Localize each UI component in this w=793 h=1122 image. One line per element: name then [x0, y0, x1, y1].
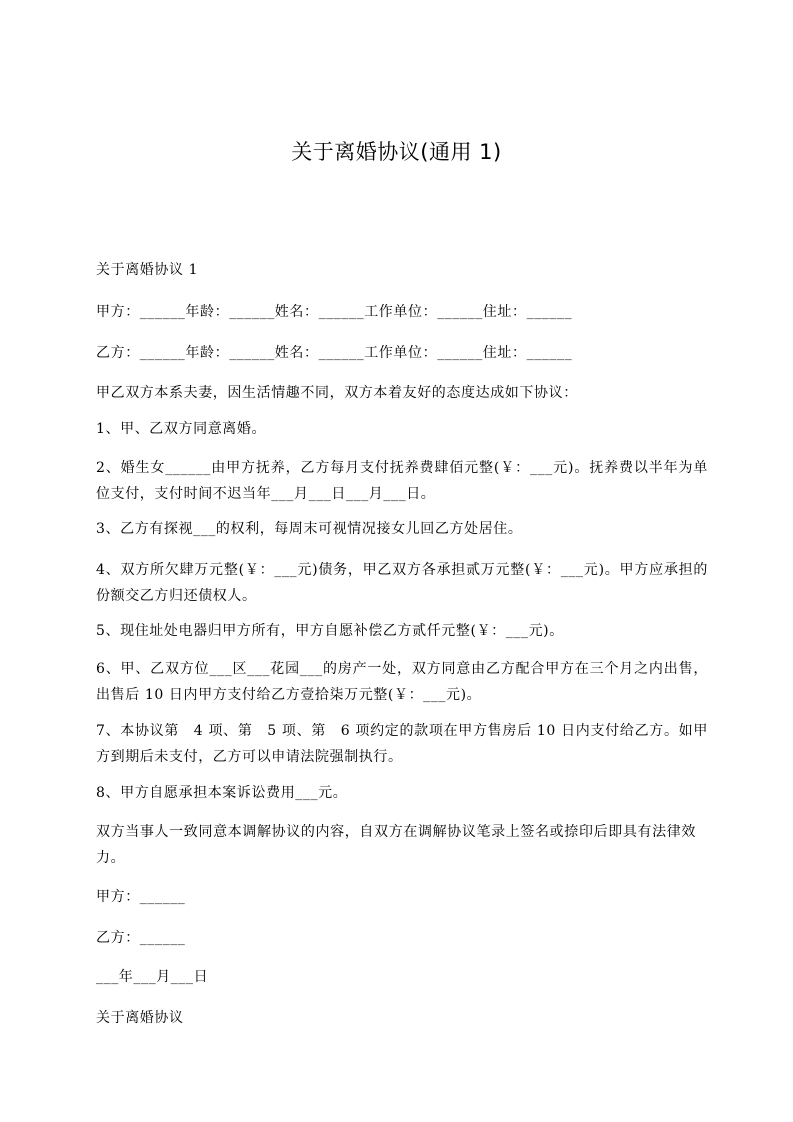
- clause-1: 1、甲、乙双方同意离婚。: [96, 421, 267, 437]
- document-title: 关于离婚协议(通用 1): [291, 140, 502, 164]
- signature-party-a: 甲方：______: [96, 889, 186, 905]
- clause-5: 5、现住址处电器归甲方所有，甲方自愿补偿乙方贰仟元整(￥：___元)。: [96, 623, 564, 639]
- effect-statement: 双方当事人一致同意本调解协议的内容，自双方在调解协议笔录上签名或捺印后即具有法律效力。: [96, 824, 696, 866]
- next-section-heading: 关于离婚协议: [96, 1010, 184, 1026]
- intro-paragraph: 甲乙双方本系夫妻，因生活情趣不同，双方本着友好的态度达成如下协议：: [96, 385, 578, 401]
- clause-7: 7、本协议第 4 项、第 5 项、第 6 项约定的款项在甲方售房后 10 日内支付给乙方。如甲方到期后未支付，乙方可以申请法院强制执行。: [96, 723, 708, 765]
- party-b-info: 乙方：______年龄：______姓名：______工作单位：______住址：______: [96, 345, 573, 361]
- clause-6: 6、甲、乙双方位___区___花园___的房产一处，双方同意由乙方配合甲方在三个月之内出售，出售后 10 日内甲方支付给乙方壹拾柒万元整(￥：___元)。: [96, 661, 708, 703]
- signature-date: ___年___月___日: [96, 969, 209, 985]
- signature-party-b: 乙方：______: [96, 930, 186, 946]
- clause-8: 8、甲方自愿承担本案诉讼费用___元。: [96, 785, 348, 801]
- party-a-info: 甲方：______年龄：______姓名：______工作单位：______住址：______: [96, 304, 573, 320]
- clause-3: 3、乙方有探视___的权利，每周末可视情况接女儿回乙方处居住。: [96, 521, 523, 537]
- subheading: 关于离婚协议 1: [96, 262, 199, 278]
- clause-4: 4、双方所欠肆万元整(￥：___元)债务，甲乙双方各承担贰万元整(￥：___元)。甲方应承担的份额交乙方归还债权人。: [96, 562, 708, 604]
- clause-2: 2、婚生女______由甲方抚养，乙方每月支付抚养费肆佰元整(￥：___元)。抚养费以半年为单位支付，支付时间不迟当年___月___日___月___日。: [96, 460, 708, 502]
